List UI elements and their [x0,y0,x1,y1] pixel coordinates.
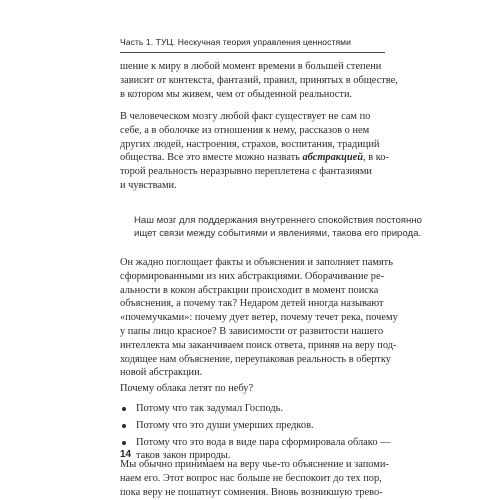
text-line: у папы лицо красное? В зависимости от развитости нашего [120,325,384,337]
text-line: Мы обычно принимаем на веру чье-то объяснение и запоми- [120,459,389,470]
text-line: ходящее нам объяснение, переупаковав реальность в обертку [120,353,391,365]
emphasized-term: абстракцией [302,152,364,164]
text-line: пока веру не пошатнут сомнения. Вновь возникшую трево- [120,486,383,498]
list-item-text: Потому что это души умерших предков. [136,419,314,431]
text-line: Почему облака летят по небу? [120,383,254,394]
list-item-text: Потому что это вода в виде пара сформировала облако — [136,436,391,448]
paragraph-4 [120,458,388,499]
text-line: и чувствами. [120,179,177,191]
list-item [120,419,388,433]
bullet-icon [122,441,126,445]
text-line: сформированными из них абстракциями. Оборачивание ре- [120,270,385,282]
bullet-icon [122,424,126,428]
text-line: торой реальность неразрывно переплетена с фантазиями [120,166,372,178]
text-line: шение к миру в любой момент времени в большей степени [120,61,382,72]
list-item-text: таков закон природы. [136,450,231,462]
text-line: Он жадно поглощает факты и объяснения и заполняет память [120,257,393,268]
running-head: Часть 1. ТУЦ. Нескучная теория управления ценностями [120,37,351,47]
bullet-icon [122,407,126,411]
page-number: 14 [120,449,132,460]
text-line: зависит от контекста, фантазий, правил, принятых в обществе, [120,74,398,86]
text-line: интеллекта мы заканчиваем поиск ответа, приняв на веру под- [120,339,397,351]
text-line: других людей, настроения, страхов, воспитания, традиций [120,138,380,150]
text-line: «почемучками»: почему дует ветер, почему течет река, почему [120,312,398,324]
text-line: объяснения, а почему так? Недаром детей иногда называют [120,298,384,310]
header-rule [120,52,385,53]
text-line: в котором мы живем, чем от обыденной реальности. [120,88,353,100]
pull-quote [134,214,422,240]
text-line: новой абстракции. [120,367,203,379]
bullet-list [120,402,391,463]
text-segment: , в ко- [363,152,389,164]
text-line: альности в кокон абстракции происходит в момент поиска [120,284,379,296]
text-line [120,151,388,165]
text-line: наем его. Этот вопрос нас больше не беспокоит до тех пор, [120,472,382,484]
paragraph-1 [120,60,398,101]
quote-line: ищет связи между событиями и явлениями, такова его природа. [134,228,422,239]
text-line: себе, а в оболочке из отношения к нему, рассказов о нем [120,124,370,136]
quote-line: Наш мозг для поддержания внутреннего спокойствия постоянно [134,215,422,226]
paragraph-3 [120,256,398,380]
text-segment: общества. Все это вместе можно назвать [120,152,303,164]
list-item [120,402,388,416]
question-line [120,382,388,396]
text-line: В человеческом мозгу любой факт существует не сам по [120,111,371,122]
list-item-text: Потому что так задумал Господь. [136,403,283,414]
paragraph-2 [120,110,388,193]
